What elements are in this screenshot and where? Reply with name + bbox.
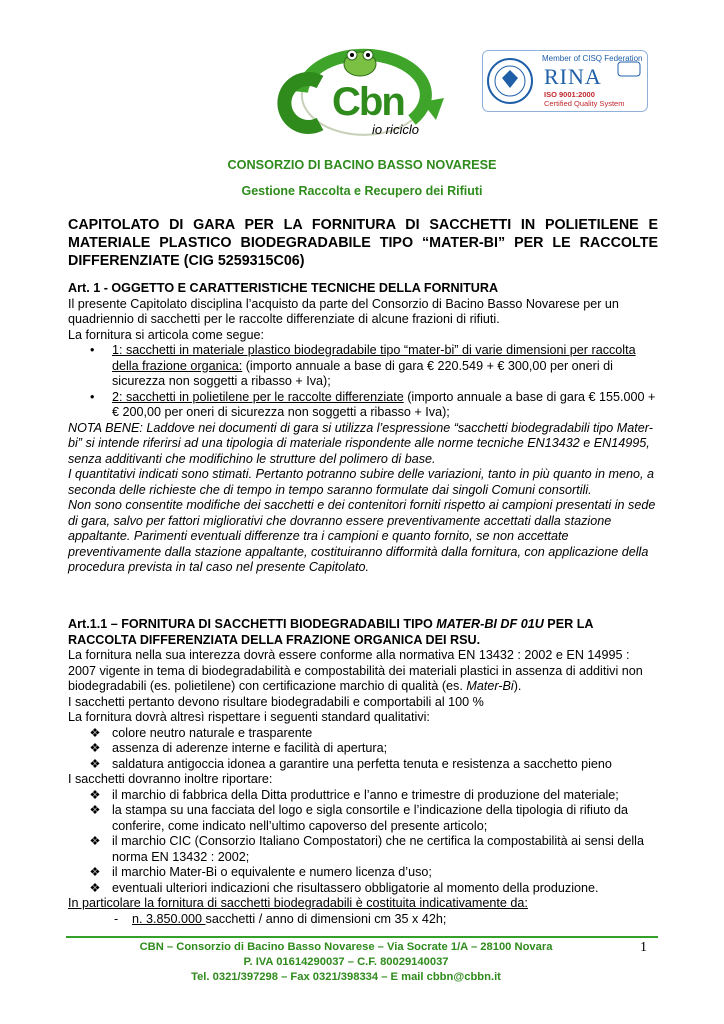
supply-breakdown-intro: In particolare la fornitura di sacchetti biodegradabili è costituita indicativamente da: [68,896,528,910]
quantity-value: n. 3.850.000 [132,911,206,926]
diamond-bullet-icon: ❖ [89,834,101,848]
quantity-description: sacchetti / anno di dimensioni cm 35 x 42h; [205,911,447,926]
nota-bene: NOTA BENE: Laddove nei documenti di gara si utilizza l’espressione “sacchetti biodegradabili tipo Mater-bi” si intende riferirsi ad una tipologia di materiale rispondente alle norme tecniche EN13432 e EN14995, senza additivanti che modifichino le strutture del polimero di base. [68,420,653,466]
supply-lots-list [68,343,660,421]
conformity-end: ). [513,679,522,693]
list-item [68,865,660,881]
document-title [68,216,658,270]
heading-part-a: Art.1.1 – FORNITURA DI SACCHETTI BIODEGRADABILI TIPO [68,617,437,631]
list-item-text: il marchio Mater-Bi o equivalente e numero licenza d’uso; [112,865,432,879]
article-1-intro-2: La fornitura si articola come segue: [68,327,265,342]
title-line-2: MATERIALE PLASTICO BIODEGRADABILE TIPO “MATER-BI” PER LE RACCOLTE [68,235,658,251]
modifications-note: Non sono consentite modifiche dei sacchetti e dei contenitori forniti rispetto ai campioni presentati in sede di gara, salvo per fattori migliorativi che dovranno essere preventivamente accettati dalla stazione appaltante. Parimenti eventuali differenze tra i campioni e quanto fornito, se non accettate preventivamente dalla stazione appaltante, costituiranno difformità dalla fornitura, con applicazione della procedura prevista in tal caso nel presente Capitolato. [68,498,656,574]
footer-tax-ids: P. IVA 01614290037 – C.F. 80029140037 [243,956,449,968]
cert-system-text: Certified Quality System [544,99,625,108]
list-item [68,788,660,804]
list-item-text: assenza di aderenze interne e facilità di apertura; [112,741,388,755]
footer-address: CBN – Consorzio di Bacino Basso Novarese – Via Socrate 1/A – 28100 Novara [139,941,553,953]
logo-sub-text: io riciclo [372,122,419,137]
list-item [68,741,660,757]
cert-member-text: Member of CISQ Federation [542,54,643,63]
org-name: CONSORZIO DI BACINO BASSO NOVARESE [227,158,497,172]
article-1 [68,281,660,576]
list-item: - n. 3.850.000 sacchetti / anno di dimensioni cm 35 x 42h; [114,911,447,926]
diamond-bullet-icon: ❖ [89,741,101,755]
lot-1-label: 1: sacchetti in materiale plastico biodegradabile tipo “mater-bi” di varie dimensioni per raccolta della frazione organica: [112,343,636,373]
heading-part-c: PER LA RACCOLTA DIFFERENZIATA DELLA FRAZIONE ORGANICA DEI RSU. [68,617,594,647]
article-1-intro: Il presente Capitolato disciplina l’acquisto da parte del Consorzio di Bacino Basso Novarese per un quadriennio di sacchetti per le raccolte differenziate di alcune frazioni di rifiuti. [68,296,619,326]
cbn-logo [262,42,462,142]
list-item-text: colore neutro naturale e trasparente [112,725,313,740]
conformity-text: La fornitura nella sua interezza dovrà essere conforme alla normativa EN 13432 : 2002 e EN 14995 : 2007 vigente in tema di biodegradabilità e compostabilità dei materiali plastici in assenza di additivi non biodegradabili (es. polietilene) con certificazione marchio di qualità (es. [68,648,643,693]
rina-certification-badge [482,50,648,112]
diamond-bullet-icon: ❖ [89,756,101,771]
quality-standards-list [68,726,660,773]
mater-bi-term: Mater-Bi [466,679,514,693]
list-item-text: il marchio di fabbrica della Ditta produttrice e l’anno e trimestre di produzione del materiale; [112,787,619,802]
diamond-bullet-icon: ❖ [89,725,101,740]
list-item-text: saldatura antigoccia idonea a garantire una perfetta tenuta e resistenza a sacchetto pieno [112,756,612,771]
diamond-bullet-icon: ❖ [89,880,101,895]
list-item [68,834,660,865]
cert-iso-text: ISO 9001:2000 [544,90,595,99]
list-item-text: la stampa su una facciata del logo e sigla consortile e l’indicazione della tipologia di rifiuto da conferire, come indicato nell’ultimo capoverso del presente articolo; [112,803,628,833]
list-item-text: eventuali ulteriori indicazioni che risultassero obbligatorie al momento della produzione. [112,880,599,895]
markings-intro: I sacchetti dovranno inoltre riportare: [68,772,273,786]
title-line-1: CAPITOLATO DI GARA PER LA FORNITURA DI SACCHETTI IN POLIETILENE E [68,217,658,233]
quantities-note: I quantitativi indicati sono stimati. Pertanto potranno subire delle variazioni, tanto in più quanto in meno, a seconda delle richieste che di tempo in tempo saranno formulate dai singoli Comuni consortili. [68,467,654,497]
diamond-bullet-icon: ❖ [89,787,101,802]
footer-contacts: Tel. 0321/397298 – Fax 0321/398334 – E mail cbbn@cbbn.it [191,971,501,983]
lot-2-amount: (importo annuale a base di gara € 155.000 + € 200,00 per oneri di sicurezza non soggetti a ribasso + Iva); [112,389,656,419]
article-1-1 [68,617,660,927]
list-item [68,803,660,834]
diamond-bullet-icon: ❖ [89,865,101,879]
lot-1-amount: (importo annuale a base di gara € 220.549 + € 300,00 per oneri di sicurezza non soggetti a ribasso + Iva); [112,358,613,388]
standards-intro: La fornitura dovrà altresì rispettare i seguenti standard qualitativi: [68,710,430,724]
diamond-bullet-icon: ❖ [89,803,101,817]
page-number: 1 [640,940,647,955]
list-item-text: il marchio CIC (Consorzio Italiano Compostatori) che ne certifica la compostabilità ai sensi della norma EN 13432 : 2002; [112,834,644,864]
heading-part-b: MATER-BI DF 01U [436,617,544,631]
article-1-heading: Art. 1 - OGGETTO E CARATTERISTICHE TECNICHE DELLA FORNITURA [68,281,499,295]
conformity-paragraph [68,648,660,695]
list-item [68,390,660,421]
biodegradable-statement: I sacchetti pertanto devono risultare biodegradabili e comportabili al 100 % [68,694,484,709]
markings-list [68,788,660,897]
cert-brand-text: RINA [544,64,602,89]
list-item [68,726,660,742]
list-item [68,881,660,897]
footer-divider [66,936,658,938]
list-item [68,757,660,773]
article-1-1-heading [68,617,660,648]
list-item [68,343,660,390]
lot-2-label: 2: sacchetti in polietilene per le raccolte differenziate [112,389,404,404]
logo-main-text: Cbn [332,80,404,124]
org-subtitle: Gestione Raccolta e Recupero dei Rifiuti [241,184,483,198]
title-line-3: DIFFERENZIATE (CIG 5259315C06) [68,253,305,269]
